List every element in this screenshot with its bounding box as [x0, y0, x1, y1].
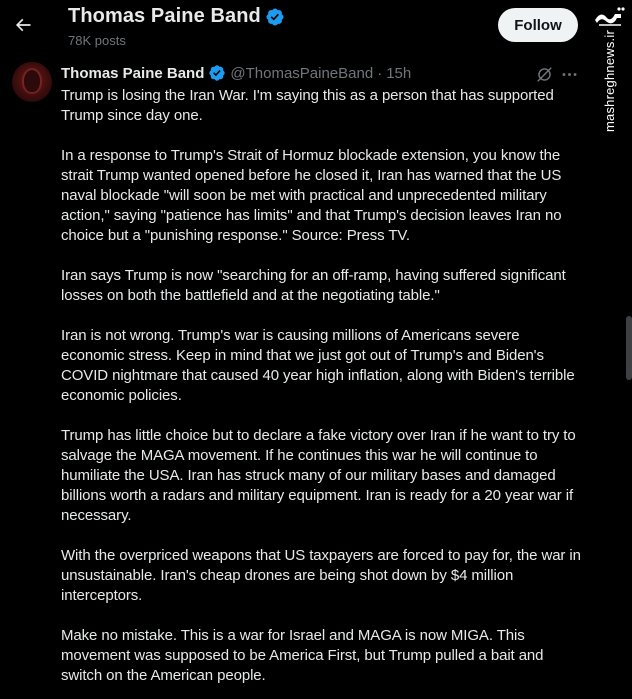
- tweet-paragraph: Trump is losing the Iran War. I'm saying this as a person that has supported Trump since day one.: [61, 87, 554, 124]
- grok-icon[interactable]: [534, 64, 554, 84]
- avatar-face: [24, 70, 40, 92]
- avatar[interactable]: [12, 62, 52, 102]
- header-posts-count: 78K posts: [68, 33, 126, 48]
- tweet-paragraph: In a response to Trump's Strait of Hormuz blockade extension, you know the strait Trump wanted opened before he closed it, Iran has warned that the US naval blockade "will soon be met with practical and unprecedented military action," saying "patience has limits" and that Trump's decision leaves Iran no choice but a "punishing response." Source: Press TV.: [61, 147, 562, 244]
- scrollbar-thumb[interactable]: [626, 316, 632, 380]
- tweet-paragraph: Iran is not wrong. Trump's war is causing millions of Americans severe economic stress. Keep in mind that we just got out of Trump's and Biden's COVID nightmare that caused 40 year high inflation, along with Biden's terrible economic policies.: [61, 327, 575, 404]
- more-horizontal-icon[interactable]: [559, 64, 579, 84]
- tweet-paragraph: With the overpriced weapons that US taxpayers are forced to pay for, the war in unsustainable. Iran's cheap drones are being shot down by $4 million interceptors.: [61, 547, 581, 604]
- tweet-paragraph: Trump has little choice but to declare a fake victory over Iran if he want to try to salvage the MAGA movement. If he continues this war he will continue to humiliate the USA. Iran has struck many of our military bases and damaged billions worth a radars and military equipment. Iran is ready for a 20 year war if necessary.: [61, 427, 576, 524]
- follow-button[interactable]: Follow: [498, 8, 578, 42]
- separator-dot: ·: [377, 64, 383, 82]
- tweet-header: [61, 64, 411, 82]
- tweet-author-name[interactable]: Thomas Paine Band: [61, 64, 205, 82]
- back-button[interactable]: [4, 6, 42, 44]
- watermark-text: mashreghnews.ir: [601, 30, 617, 132]
- arrow-left-icon: [13, 15, 33, 35]
- tweet-timestamp[interactable]: 15h: [386, 64, 412, 82]
- tweet-author-handle[interactable]: @ThomasPaineBand: [230, 64, 374, 82]
- tweet-paragraph: Iran says Trump is now "searching for an off-ramp, having suffered significant losses on both the battlefield and at the negotiating table.": [61, 267, 566, 304]
- verified-badge-icon: [208, 64, 226, 82]
- header-profile-name: Thomas Paine Band: [68, 5, 261, 27]
- tweet-text: [61, 86, 581, 699]
- header-title-row: [68, 5, 285, 28]
- verified-badge-icon: [265, 7, 285, 27]
- mashregh-logo-icon: [591, 4, 627, 28]
- tweet-paragraph: Make no mistake. This is a war for Israel and MAGA is now MIGA. This movement was supposed to be America First, but Trump pulled a bait and switch on the American people.: [61, 627, 544, 684]
